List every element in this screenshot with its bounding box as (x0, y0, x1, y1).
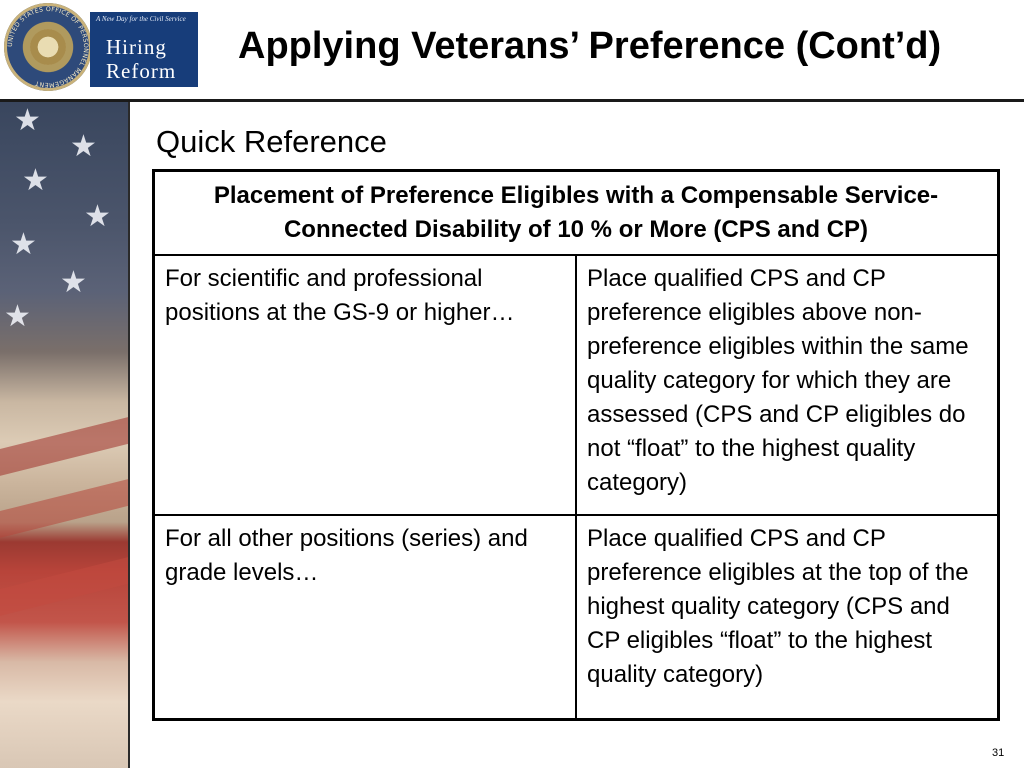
star-icon: ★ (22, 163, 49, 198)
star-icon: ★ (84, 199, 111, 234)
condition-text: For all other positions (series) and grade levels… (165, 525, 528, 586)
placement-text: Place qualified CPS and CP preference eligibles at the top of the highest quality category (CPS and CP eligibles “float” to the highest quality category) (587, 525, 969, 688)
flag-divider (128, 102, 130, 768)
flag-stripe (0, 475, 128, 539)
star-icon: ★ (10, 227, 37, 262)
header-divider (0, 99, 1024, 102)
condition-cell (154, 255, 577, 515)
placement-cell (576, 255, 999, 515)
opm-seal-icon (4, 3, 92, 91)
condition-text: For scientific and professional positions at the GS-9 or higher… (165, 265, 515, 326)
star-icon: ★ (70, 129, 97, 164)
flag-stripe (0, 553, 128, 617)
table-row (154, 255, 999, 515)
star-icon: ★ (60, 265, 87, 300)
condition-cell (154, 515, 577, 719)
page-number: 31 (992, 747, 1005, 759)
placement-text: Place qualified CPS and CP preference eligibles above non-preference eligibles within the same quality category for which they are assessed (CPS and CP eligibles do not “float” to the highest quality category) (587, 265, 969, 496)
flag-decoration (0, 102, 128, 768)
quick-reference-table (152, 169, 1000, 721)
star-icon: ★ (4, 299, 31, 334)
placement-cell (576, 515, 999, 719)
star-icon: ★ (14, 103, 41, 138)
slide-title: Applying Veterans’ Preference (Cont’d) (238, 25, 942, 67)
table-header: Placement of Preference Eligibles with a Compensable Service-Connected Disability of 10 % or More (CPS and CP) (154, 171, 999, 256)
table-row (154, 515, 999, 719)
logo-text-reform: Reform (106, 59, 177, 83)
logo-text-hiring: Hiring (106, 35, 167, 59)
svg-text:UNITED STATES OFFICE OF PERSON: UNITED STATES OFFICE OF PERSONNEL MANAGEMENT (6, 5, 90, 89)
logo-tagline: A New Day for the Civil Service (96, 15, 186, 23)
seal-ring-text (4, 3, 92, 91)
table-header-row (154, 171, 999, 256)
slide-header (0, 0, 1024, 100)
flag-stripe (0, 413, 128, 477)
section-subtitle: Quick Reference (156, 124, 387, 159)
